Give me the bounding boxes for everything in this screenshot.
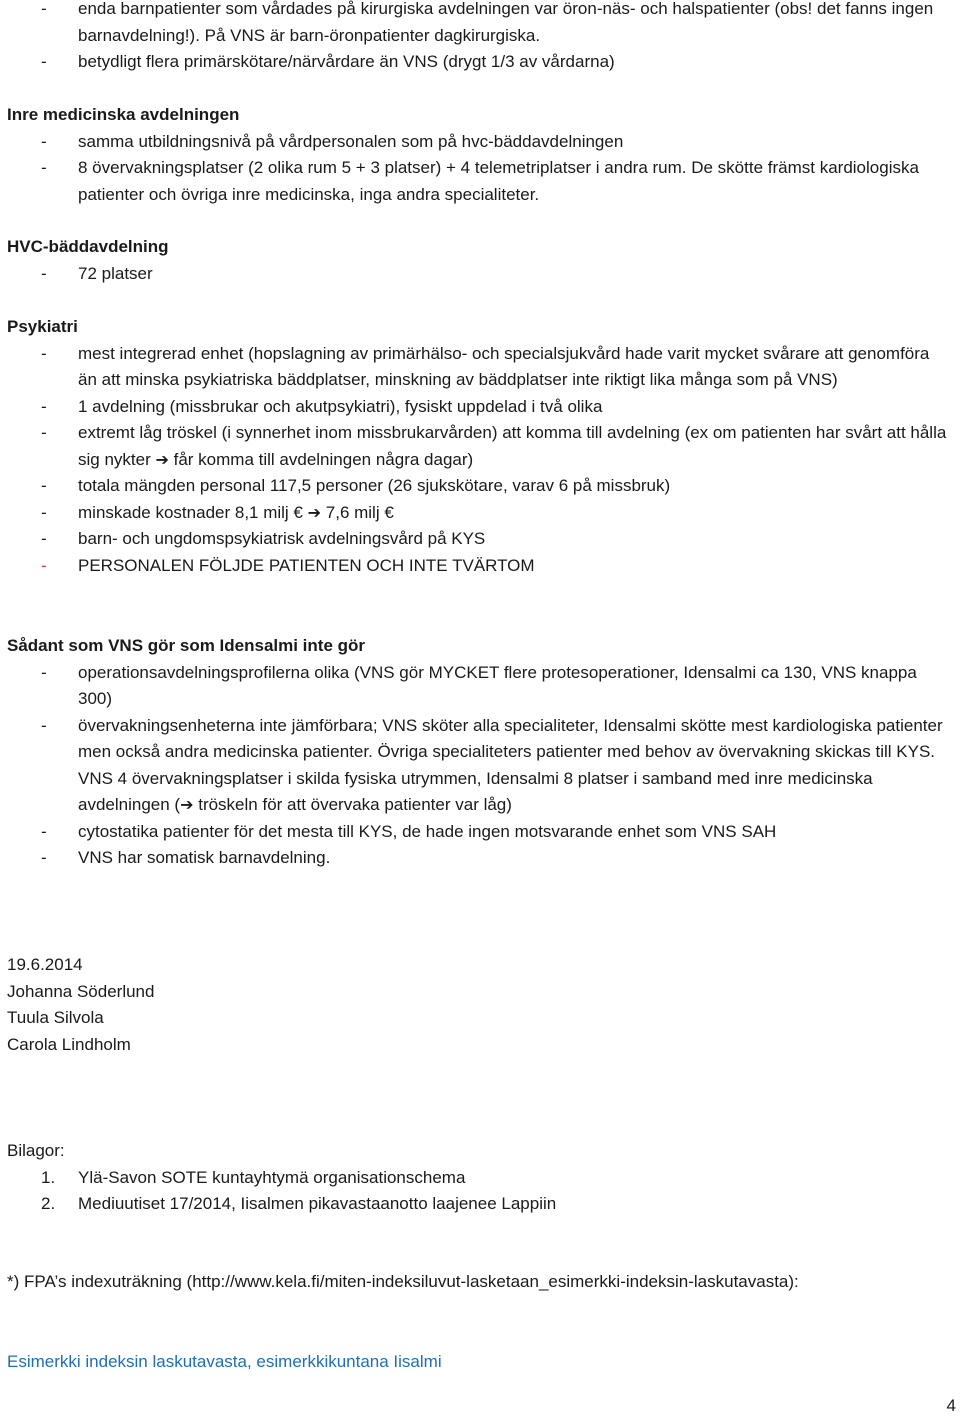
arrow-right-icon: ➔ xyxy=(155,449,169,469)
hvc-section xyxy=(7,234,952,287)
footnote: *) FPA’s indexuträkning (http://www.kela.fi/miten-indeksiluvut-lasketaan_esimerkki-indeksin-laskutavasta): xyxy=(7,1272,799,1291)
list-item: - mest integrerad enhet (hopslagning av primärhälso- och specialsjukvård hade varit mycket svårare att genomföra än att minska psykiatriska bäddplatser, minskning av bäddplatser inte riktigt lika många som på VNS) xyxy=(41,343,930,389)
date: 19.6.2014 xyxy=(7,955,83,974)
list-item: - 72 platser xyxy=(41,263,153,283)
list-item: 2. Mediuutiset 17/2014, Iisalmen pikavastaanotto laajenee Lappiin xyxy=(41,1194,557,1213)
list-item: - samma utbildningsnivå på vårdpersonalen som på hvc-bäddavdelningen xyxy=(41,131,624,151)
list-item: - betydligt flera primärskötare/närvårdare än VNS (drygt 1/3 av vårdarna) xyxy=(41,52,615,71)
list-item: 1. Ylä-Savon SOTE kuntayhtymä organisationschema xyxy=(41,1167,466,1187)
attachments-section xyxy=(7,1138,952,1218)
list-item: - operationsavdelningsprofilerna olika (VNS gör MYCKET flere protesoperationer, Idensalmi ca 130, VNS knappa 300) xyxy=(41,662,917,708)
example-link[interactable]: Esimerkki indeksin laskutavasta, esimerkkikuntana Iisalmi xyxy=(7,1352,442,1371)
signature-block xyxy=(7,952,952,1058)
sadant-section xyxy=(7,633,952,872)
arrow-right-icon: ➔ xyxy=(307,502,322,522)
list-item: - VNS har somatisk barnavdelning. xyxy=(41,848,331,867)
list-item: - minskade kostnader 8,1 milj € ➔ 7,6 milj € xyxy=(41,502,394,522)
list-item: - extremt låg tröskel (i synnerhet inom missbrukarvården) att komma till avdelning (ex om patienten har svårt att hålla sig nykter ➔ får komma till avdelningen några dagar) xyxy=(41,423,947,469)
psykiatri-list xyxy=(7,341,952,580)
signer-name: Johanna Söderlund xyxy=(7,981,155,1001)
attachments-list xyxy=(7,1165,952,1218)
list-item: - övervakningsenheterna inte jämförbara; VNS sköter alla specialiteter, Idensalmi skötte mest kardiologiska patienter men också andra medicinska patienter. Övriga specialiteters patienter med behov av övervakning skickas till KYS. VNS 4 övervakningsplatser i skilda fysiska utrymmen, Idensalmi 8 platser i samband med inre medicinska avdelningen (➔ tröskeln för att övervaka patienter var låg) xyxy=(41,715,943,814)
top-list xyxy=(7,0,952,76)
section-heading: Sådant som VNS gör som Idensalmi inte gör xyxy=(7,636,366,655)
signer-name: Tuula Silvola xyxy=(7,1008,104,1027)
sadant-list xyxy=(7,660,952,872)
footnote-section xyxy=(7,1269,847,1296)
inre-list xyxy=(7,129,952,209)
page-number: 4 xyxy=(946,1396,956,1415)
hvc-list xyxy=(7,261,952,288)
arrow-right-icon: ➔ xyxy=(180,795,194,814)
list-item: - 8 övervakningsplatser (2 olika rum 5 + 3 platser) + 4 telemetriplatser i andra rum. De skötte främst kardiologiska patienter och övriga inre medicinska, inga andra specialiteter. xyxy=(41,158,919,204)
link-section xyxy=(7,1349,952,1376)
section-heading: Psykiatri xyxy=(7,317,78,336)
list-item: - barn- och ungdomspsykiatrisk avdelningsvård på KYS xyxy=(41,529,486,548)
psykiatri-section xyxy=(7,314,952,579)
top-list-section xyxy=(7,0,952,76)
list-item: - PERSONALEN FÖLJDE PATIENTEN OCH INTE TVÄRTOM xyxy=(41,555,535,575)
signer-name: Carola Lindholm xyxy=(7,1034,131,1054)
list-item: - totala mängden personal 117,5 personer (26 sjukskötare, varav 6 på missbruk) xyxy=(41,476,671,495)
list-item: - cytostatika patienter för det mesta till KYS, de hade ingen motsvarande enhet som VNS SAH xyxy=(41,821,777,841)
inre-section xyxy=(7,102,952,208)
list-item: - 1 avdelning (missbrukar och akutpsykiatri), fysiskt uppdelad i två olika xyxy=(41,396,603,416)
section-heading: Inre medicinska avdelningen xyxy=(7,105,240,124)
attachments-heading: Bilagor: xyxy=(7,1141,65,1160)
list-item: - enda barnpatienter som vårdades på kirurgiska avdelningen var öron-näs- och halspatienter (obs! det fanns ingen barnavdelning!). På VNS är barn-öronpatienter dagkirurgiska. xyxy=(41,0,934,45)
section-heading: HVC-bäddavdelning xyxy=(7,237,169,256)
